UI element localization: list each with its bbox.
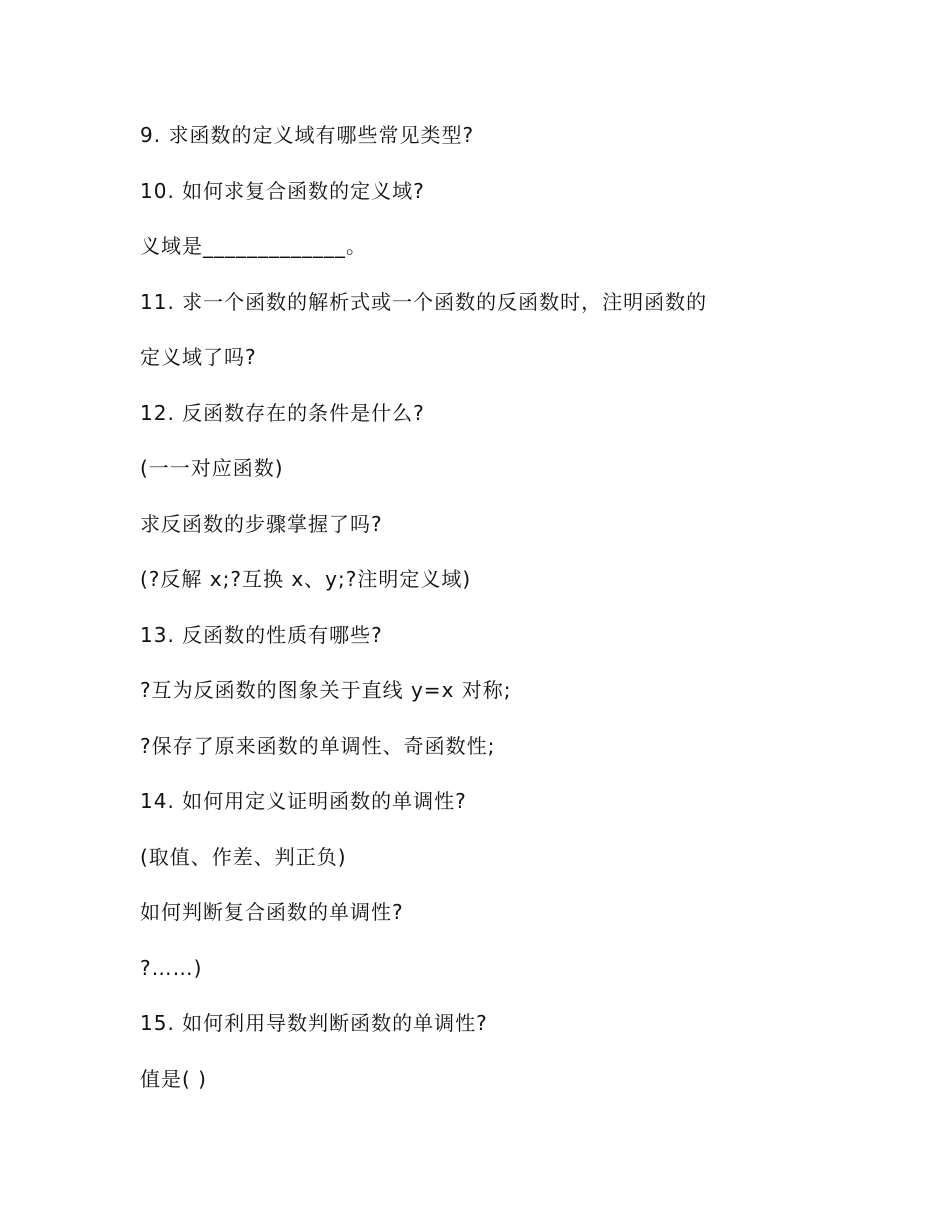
monotonicity-proof-steps-line: (取值、作差、判正负) — [140, 844, 347, 869]
question-13-line: 13. 反函数的性质有哪些? — [140, 622, 383, 647]
composite-monotonicity-question-line: 如何判断复合函数的单调性? — [140, 900, 404, 924]
question-11-line: 11. 求一个函数的解析式或一个函数的反函数时，注明函数的 — [140, 289, 708, 314]
question-12-line: 12. 反函数存在的条件是什么? — [140, 400, 425, 425]
inverse-steps-question-line: 求反函数的步骤掌握了吗? — [140, 511, 383, 536]
inverse-steps-answer-line: (?反解 x;?互换 x、y;?注明定义域) — [140, 567, 472, 591]
inverse-property-monotonicity-line: ?保存了原来函数的单调性、奇函数性; — [140, 733, 496, 758]
ellipsis-answer-line: ?……) — [140, 955, 203, 980]
document-body — [140, 112, 860, 1111]
value-is-line: 值是( ) — [140, 1066, 207, 1091]
question-11-continuation-line: 定义域了吗? — [140, 345, 257, 369]
question-9-line: 9. 求函数的定义域有哪些常见类型? — [140, 123, 475, 147]
question-10-line: 10. 如何求复合函数的定义域? — [140, 178, 425, 203]
domain-blank-line: 义域是_____________。 — [140, 234, 367, 258]
answer-one-to-one-line: (一一对应函数) — [140, 456, 284, 480]
inverse-property-symmetry-line: ?互为反函数的图象关于直线 y=x 对称; — [140, 678, 512, 702]
question-14-line: 14. 如何用定义证明函数的单调性? — [140, 789, 467, 813]
question-15-line: 15. 如何利用导数判断函数的单调性? — [140, 1011, 488, 1035]
